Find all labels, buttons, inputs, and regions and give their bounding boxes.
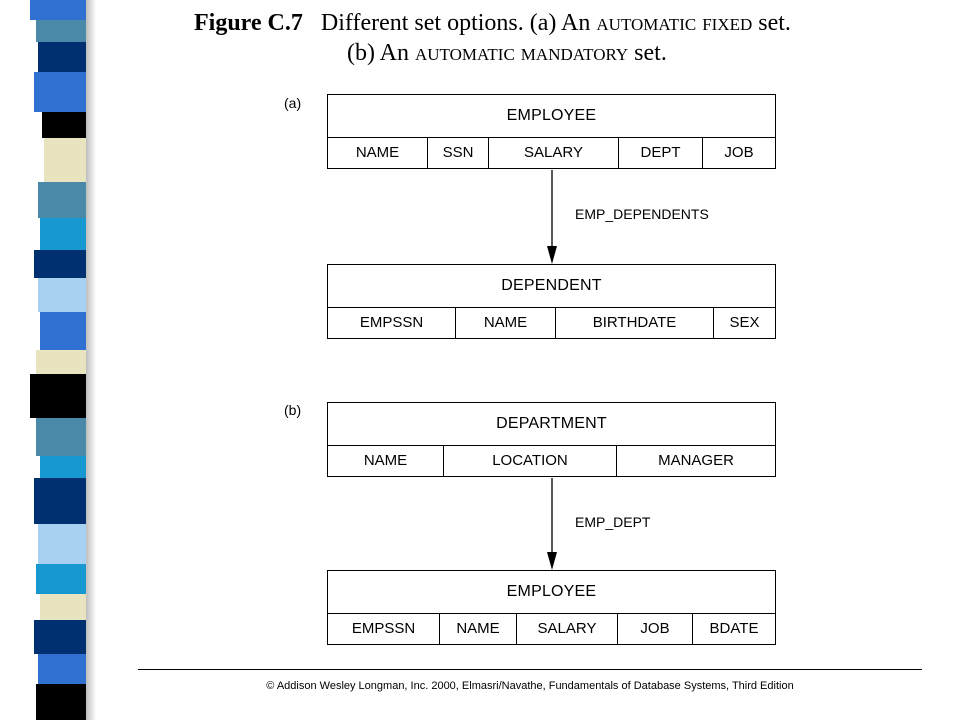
title-line2-prefix: (b) An xyxy=(347,40,415,66)
record-type-name: DEPARTMENT xyxy=(328,403,775,446)
field-birthdate: BIRTHDATE xyxy=(556,308,714,338)
footer-rule xyxy=(138,669,922,670)
title-line1-suffix: set. xyxy=(752,10,791,36)
title-line1-prefix: Different set options. (a) An xyxy=(320,10,597,36)
field-ssn: SSN xyxy=(428,138,489,168)
arrow-emp-dept xyxy=(547,478,557,570)
field-job: JOB xyxy=(618,614,693,644)
field-empssn: EMPSSN xyxy=(328,614,440,644)
field-salary: SALARY xyxy=(489,138,619,168)
field-salary: SALARY xyxy=(517,614,618,644)
panel-a-set-name: EMP_DEPENDENTS xyxy=(575,206,709,222)
field-name: NAME xyxy=(440,614,517,644)
copyright-footer: © Addison Wesley Longman, Inc. 2000, Elmasri/Navathe, Fundamentals of Database Systems, Third Edition xyxy=(266,680,794,692)
title-line2-smallcaps: automatic mandatory xyxy=(415,40,629,66)
field-dept: DEPT xyxy=(619,138,703,168)
panel-b-set-name: EMP_DEPT xyxy=(575,514,651,530)
field-name: NAME xyxy=(328,446,444,476)
field-empssn: EMPSSN xyxy=(328,308,456,338)
figure-number: Figure C.7 xyxy=(194,10,303,36)
panel-b-label: (b) xyxy=(284,402,302,418)
record-type-name: DEPENDENT xyxy=(328,265,775,308)
panel-a-label: (a) xyxy=(284,95,302,111)
arrow-emp-dependents xyxy=(547,170,557,264)
field-name: NAME xyxy=(456,308,556,338)
field-bdate: BDATE xyxy=(709,620,759,637)
field-location: LOCATION xyxy=(444,446,617,476)
title-line2-suffix: set. xyxy=(628,40,667,66)
field-sex: SEX xyxy=(729,314,760,331)
field-name: NAME xyxy=(328,138,428,168)
title-line1-smallcaps: automatic fixed xyxy=(596,10,753,36)
field-manager: MANAGER xyxy=(658,452,734,469)
field-job: JOB xyxy=(724,144,754,161)
record-type-name: EMPLOYEE xyxy=(328,95,775,138)
record-type-name: EMPLOYEE xyxy=(328,571,775,614)
